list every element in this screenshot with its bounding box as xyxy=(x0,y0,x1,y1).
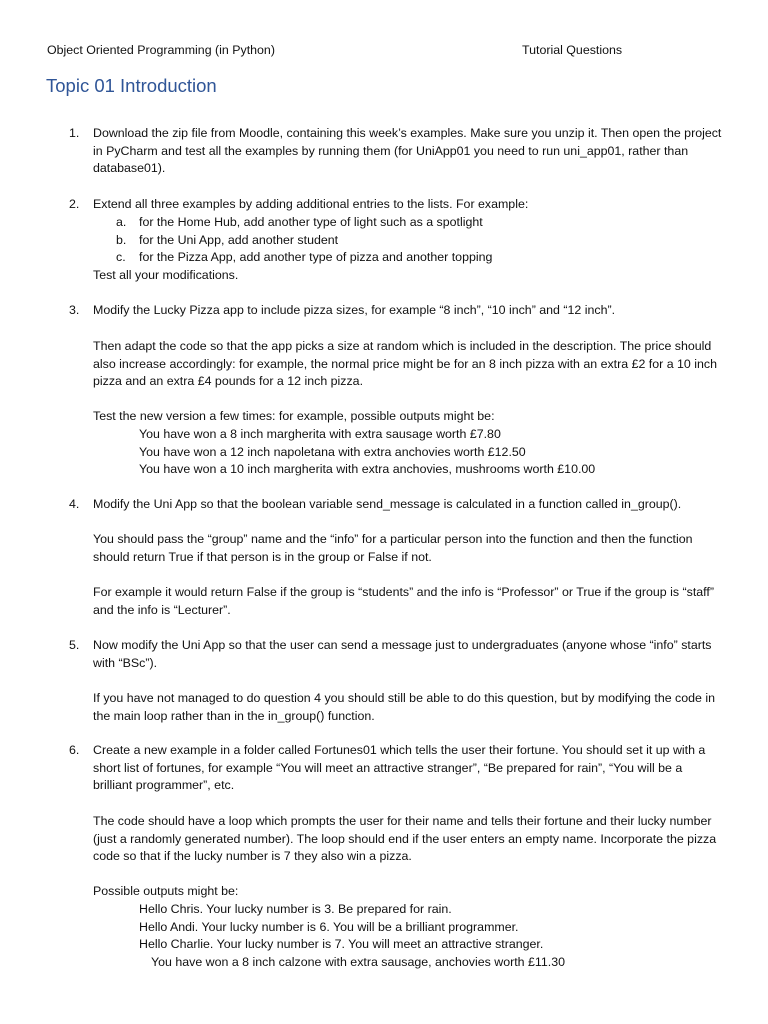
subitem-text: for the Home Hub, add another type of light such as a spotlight xyxy=(139,215,483,229)
example-output: You have won a 8 inch margherita with extra sausage worth £7.80 xyxy=(139,427,501,441)
question-6-paragraph-2: The code should have a loop which prompts the user for their name and tells their fortune and their lucky number (just a randomly generated number). The loop should end if the user enters an empty name. Incorporate the pizza code so that if the lucky number is 7 they also win a pizza. xyxy=(93,814,717,864)
question-text: Now modify the Uni App so that the user can send a message just to undergraduates (anyone whose “info” starts with “BSc”). xyxy=(93,638,712,670)
question-6-paragraph-3: Possible outputs might be: xyxy=(93,884,239,898)
question-3-paragraph-2: Then adapt the code so that the app picks a size at random which is included in the description. The price should also increase accordingly: for example, the normal price might be for an 8 inch pizza with an extra £2 for a 10 inch pizza and an extra £4 pounds for a 12 inch pizza. xyxy=(93,339,717,389)
question-5-paragraph-2: If you have not managed to do question 4 you should still be able to do this question, but by modifying the code in the main loop rather than in the in_group() function. xyxy=(93,691,716,723)
document-type: Tutorial Questions xyxy=(522,43,623,57)
subitem-letter: a. xyxy=(116,215,127,229)
course-title: Object Oriented Programming (in Python) xyxy=(47,43,275,57)
subitem-letter: c. xyxy=(116,250,126,264)
question-text: Modify the Uni App so that the boolean variable send_message is calculated in a function called in_group(). xyxy=(93,497,682,511)
example-output: Hello Andi. Your lucky number is 6. You will be a brilliant programmer. xyxy=(139,920,519,934)
subitem-letter: b. xyxy=(116,233,127,247)
example-output: You have won a 8 inch calzone with extra sausage, anchovies worth £11.30 xyxy=(151,955,565,969)
topic-heading: Topic 01 Introduction xyxy=(46,75,217,96)
question-text: Create a new example in a folder called Fortunes01 which tells the user their fortune. You should set it up with a short list of fortunes, for example “You will meet an attractive stranger”, “Be prepared for rain”, “You will be a brilliant programmer”, etc. xyxy=(93,743,706,793)
question-4-paragraph-3: For example it would return False if the group is “students” and the info is “Professor” or True if the group is “staff” and the info is “Lecturer”. xyxy=(93,585,714,617)
question-3-paragraph-3: Test the new version a few times: for example, possible outputs might be: xyxy=(93,409,495,423)
question-4-paragraph-2: You should pass the “group” name and the “info” for a particular person into the function and then the function should return True if that person is in the group or False if not. xyxy=(93,532,693,564)
example-output: You have won a 10 inch margherita with extra anchovies, mushrooms worth £10.00 xyxy=(139,462,596,476)
question-number: 5. xyxy=(69,638,80,652)
question-number: 2. xyxy=(69,197,80,211)
example-output: Hello Chris. Your lucky number is 3. Be prepared for rain. xyxy=(139,902,452,916)
example-output: Hello Charlie. Your lucky number is 7. You will meet an attractive stranger. xyxy=(139,937,544,951)
example-output: You have won a 12 inch napoletana with extra anchovies worth £12.50 xyxy=(139,445,526,459)
question-number: 6. xyxy=(69,743,80,757)
question-text: Extend all three examples by adding additional entries to the lists. For example: xyxy=(93,197,529,211)
subitem-text: for the Pizza App, add another type of pizza and another topping xyxy=(139,250,493,264)
question-text: Modify the Lucky Pizza app to include pizza sizes, for example “8 inch”, “10 inch” and “12 inch”. xyxy=(93,303,616,317)
question-number: 3. xyxy=(69,303,80,317)
question-number: 1. xyxy=(69,126,80,140)
subitem-text: for the Uni App, add another student xyxy=(139,233,339,247)
question-number: 4. xyxy=(69,497,80,511)
question-text: Download the zip file from Moodle, containing this week’s examples. Make sure you unzip it. Then open the project in PyCharm and test all the examples by running them (for UniApp01 you need to run uni_app01, rather than database01). xyxy=(93,126,722,176)
question-2-after: Test all your modifications. xyxy=(93,268,239,282)
